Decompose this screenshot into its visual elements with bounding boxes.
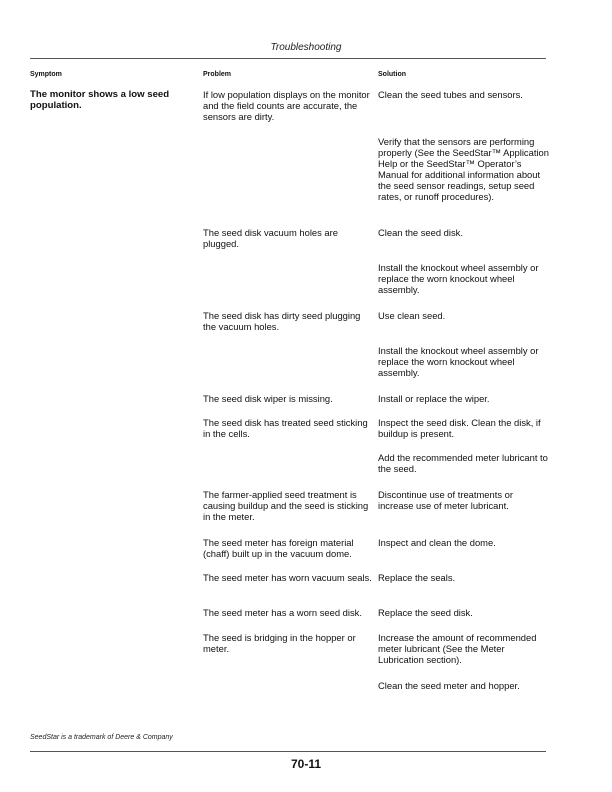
page-header-title: Troubleshooting: [270, 42, 342, 53]
solution-cell: Use clean seed.: [378, 310, 446, 321]
symptom-text: The monitor shows a low seed population.: [30, 89, 170, 111]
problem-cell: The farmer-applied seed treatment is causing buildup and the seed is sticking in the meter.: [203, 489, 369, 523]
solution-cell: Replace the seals.: [378, 572, 456, 583]
column-header-solution: Solution: [378, 71, 406, 78]
problem-cell: The seed disk vacuum holes are plugged.: [203, 227, 338, 250]
column-header-symptom: Symptom: [30, 71, 62, 78]
problem-cell: The seed disk has treated seed sticking in the cells.: [203, 417, 368, 440]
solution-cell: Install or replace the wiper.: [378, 393, 490, 404]
problem-cell: If low population displays on the monitor and the field counts are accurate, the sensors are dirty.: [203, 89, 370, 123]
solution-cell: Clean the seed tubes and sensors.: [378, 89, 523, 100]
solution-cell: Clean the seed disk.: [378, 227, 463, 238]
solution-cell: Inspect the seed disk. Clean the disk, if buildup is present.: [378, 417, 541, 440]
column-header-problem: Problem: [203, 71, 232, 78]
solution-cell: Install the knockout wheel assembly or replace the worn knockout wheel assembly.: [378, 262, 539, 296]
solution-cell: Clean the seed meter and hopper.: [378, 680, 520, 691]
problem-cell: The seed disk has dirty seed plugging the vacuum holes.: [203, 310, 361, 333]
header-rule: [30, 58, 546, 59]
solution-cell: Install the knockout wheel assembly or replace the worn knockout wheel assembly.: [378, 345, 539, 379]
solution-cell: Inspect and clean the dome.: [378, 537, 496, 548]
solution-cell: Replace the seed disk.: [378, 607, 473, 618]
problem-cell: The seed meter has a worn seed disk.: [203, 607, 362, 618]
trademark-footnote: SeedStar is a trademark of Deere & Company: [30, 734, 173, 741]
page-number: 70-11: [290, 757, 322, 771]
problem-cell: The seed is bridging in the hopper or meter.: [203, 632, 356, 655]
solution-cell: Add the recommended meter lubricant to the seed.: [378, 452, 548, 475]
problem-cell: The seed disk wiper is missing.: [203, 393, 333, 404]
solution-cell: Verify that the sensors are performing properly (See the SeedStar™ Application Help or the SeedStar™ Operator’s Manual for additional information about the seed sensor readings, setup seed rates, or runoff procedures).: [378, 136, 549, 203]
solution-cell: Discontinue use of treatments or increase use of meter lubricant.: [378, 489, 513, 512]
problem-cell: The seed meter has worn vacuum seals.: [203, 572, 372, 583]
problem-cell: The seed meter has foreign material (chaff) built up in the vacuum dome.: [203, 537, 354, 560]
solution-cell: Increase the amount of recommended meter lubricant (See the Meter Lubrication section).: [378, 632, 537, 666]
footer-rule: [30, 751, 546, 752]
